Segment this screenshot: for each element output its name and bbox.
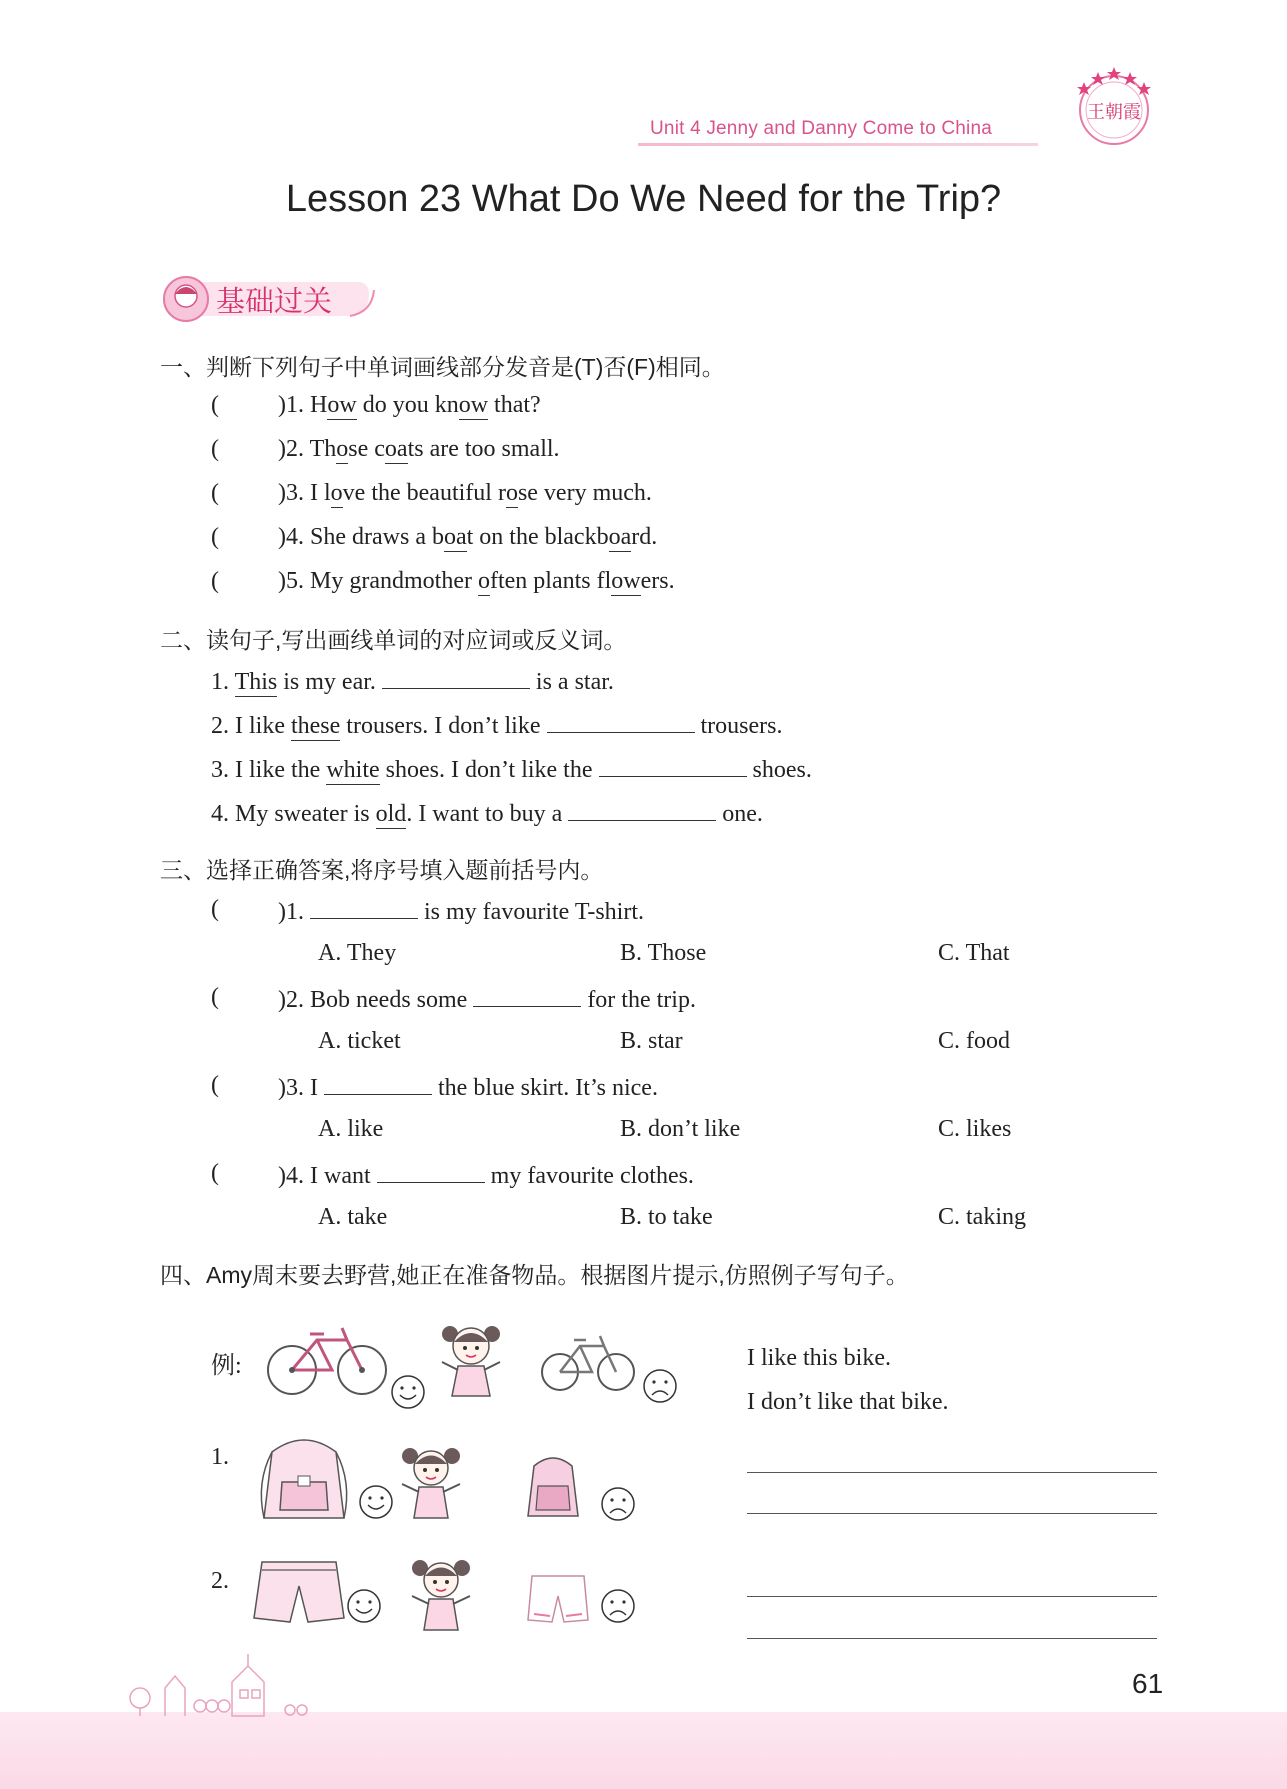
list-item: )5. My grandmother often plants flowers. bbox=[278, 568, 675, 594]
answer-paren: ( bbox=[211, 1072, 219, 1098]
smile-face-icon bbox=[390, 1374, 426, 1410]
publisher-logo bbox=[1072, 62, 1156, 150]
answer-paren: ( bbox=[211, 436, 219, 462]
list-item: )4. I want my favourite clothes. bbox=[278, 1160, 694, 1190]
list-item: )1. How do you know that? bbox=[278, 392, 541, 418]
option-a: A. They bbox=[318, 940, 397, 966]
option-a: A. take bbox=[318, 1204, 388, 1230]
list-item: )3. I love the beautiful rose very much. bbox=[278, 480, 652, 506]
answer-paren: ( bbox=[211, 480, 219, 506]
option-c: C. likes bbox=[938, 1116, 1012, 1142]
header-underline bbox=[638, 143, 1038, 146]
example-sentence-2: I don’t like that bike. bbox=[747, 1389, 949, 1415]
answer-blank[interactable] bbox=[377, 1160, 485, 1183]
backpack-illustration bbox=[252, 1432, 356, 1526]
answer-blank[interactable] bbox=[382, 666, 530, 689]
list-item: )1. is my favourite T-shirt. bbox=[278, 896, 644, 926]
option-c: C. food bbox=[938, 1028, 1010, 1054]
option-c: C. taking bbox=[938, 1204, 1026, 1230]
bottom-band bbox=[0, 1712, 1287, 1789]
example-label: 例: bbox=[211, 1353, 242, 1379]
list-item: )2. Those coats are too small. bbox=[278, 436, 560, 462]
girl-illustration bbox=[436, 1316, 506, 1406]
page-number: 61 bbox=[1132, 1668, 1164, 1699]
option-a: A. like bbox=[318, 1116, 384, 1142]
castle-decoration bbox=[120, 1648, 350, 1718]
answer-line[interactable] bbox=[747, 1638, 1157, 1639]
answer-line[interactable] bbox=[747, 1596, 1157, 1597]
frown-face-icon bbox=[600, 1588, 636, 1624]
answer-paren: ( bbox=[211, 392, 219, 418]
answer-paren: ( bbox=[211, 524, 219, 550]
answer-paren: ( bbox=[211, 984, 219, 1010]
option-b: B. star bbox=[620, 1028, 683, 1054]
answer-paren: ( bbox=[211, 1160, 219, 1186]
list-item: )3. I the blue skirt. It’s nice. bbox=[278, 1072, 658, 1102]
badge-label: 基础过关 bbox=[216, 286, 333, 318]
option-b: B. to take bbox=[620, 1204, 713, 1230]
smile-face-icon bbox=[346, 1588, 382, 1624]
answer-blank[interactable] bbox=[547, 710, 695, 733]
answer-blank[interactable] bbox=[324, 1072, 432, 1095]
answer-blank[interactable] bbox=[599, 754, 747, 777]
list-item: 3. I like the white shoes. I don’t like the shoes. bbox=[211, 754, 812, 784]
question-1-label: 1. bbox=[211, 1444, 229, 1470]
list-item: 4. My sweater is old. I want to buy a one. bbox=[211, 798, 763, 828]
answer-blank[interactable] bbox=[310, 896, 418, 919]
list-item: )4. She draws a boat on the blackboard. bbox=[278, 524, 658, 550]
option-a: A. ticket bbox=[318, 1028, 401, 1054]
lesson-title: Lesson 23 What Do We Need for the Trip? bbox=[285, 178, 1002, 220]
question-2-label: 2. bbox=[211, 1568, 229, 1594]
frown-face-icon bbox=[642, 1368, 678, 1404]
bike-illustration-2 bbox=[538, 1328, 638, 1394]
example-sentence-1: I like this bike. bbox=[747, 1345, 891, 1371]
girl-illustration bbox=[406, 1552, 476, 1638]
girl-illustration bbox=[396, 1440, 466, 1526]
section-4-heading: 四、Amy周末要去野营,她正在准备物品。根据图片提示,仿照例子写句子。 bbox=[160, 1262, 909, 1288]
option-b: B. Those bbox=[620, 940, 707, 966]
list-item: )2. Bob needs some for the trip. bbox=[278, 984, 696, 1014]
section-2-heading: 二、读句子,写出画线单词的对应词或反义词。 bbox=[160, 627, 627, 653]
answer-paren: ( bbox=[211, 896, 219, 922]
answer-blank[interactable] bbox=[473, 984, 581, 1007]
list-item: 2. I like these trousers. I don’t like trousers. bbox=[211, 710, 782, 740]
answer-blank[interactable] bbox=[568, 798, 716, 821]
backpack-illustration-2 bbox=[522, 1452, 584, 1522]
section-3-heading: 三、选择正确答案,将序号填入题前括号内。 bbox=[160, 857, 604, 883]
shorts-illustration-2 bbox=[526, 1572, 590, 1628]
smile-face-icon bbox=[358, 1484, 394, 1520]
unit-header: Unit 4 Jenny and Danny Come to China bbox=[650, 118, 993, 139]
answer-paren: ( bbox=[211, 568, 219, 594]
answer-line[interactable] bbox=[747, 1472, 1157, 1473]
section-1-heading: 一、判断下列句子中单词画线部分发音是(T)否(F)相同。 bbox=[160, 354, 725, 380]
logo-text: 王朝霞 bbox=[1087, 102, 1141, 123]
frown-face-icon bbox=[600, 1486, 636, 1522]
option-c: C. That bbox=[938, 940, 1010, 966]
bike-illustration bbox=[262, 1318, 392, 1398]
answer-line[interactable] bbox=[747, 1513, 1157, 1514]
shorts-illustration bbox=[252, 1556, 346, 1628]
option-b: B. don’t like bbox=[620, 1116, 741, 1142]
list-item: 1. This is my ear. is a star. bbox=[211, 666, 614, 696]
